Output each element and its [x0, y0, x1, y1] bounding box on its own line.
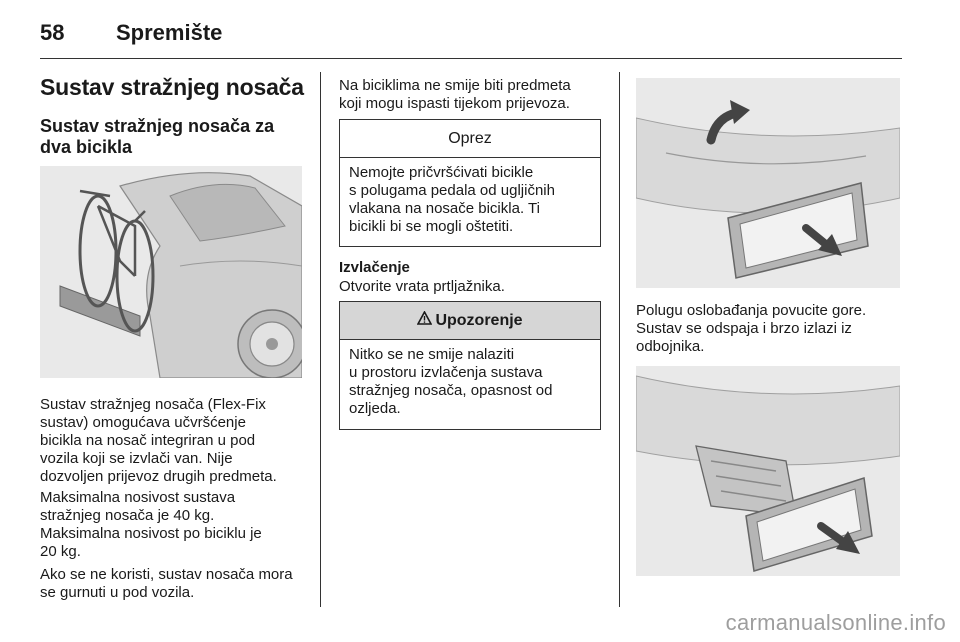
text-line: s polugama pedala od ugljičnih — [349, 182, 555, 199]
text-line: koji mogu ispasti tijekom prijevoza. — [339, 95, 570, 112]
bike-carrier-illustration — [40, 166, 302, 378]
watermark: carmanualsonline.info — [725, 610, 946, 635]
text-line: odbojnika. — [636, 338, 705, 355]
caution-body — [340, 158, 600, 242]
page-number: 58 — [40, 20, 65, 45]
text-line: Nitko se ne smije nalaziti — [349, 346, 515, 363]
text-line: dozvoljen prijevoz drugih predmeta. — [40, 468, 277, 485]
text-line: se gurnuti u pod vozila. — [40, 584, 195, 601]
text-line: bicikli bi se mogli oštetiti. — [349, 218, 514, 235]
warning-icon — [417, 311, 432, 330]
text-line: vlakana na nosače bicikla. Ti — [349, 200, 540, 217]
warning-header — [340, 302, 600, 340]
caution-title: Oprez — [340, 120, 600, 158]
paragraph-stowing — [40, 566, 310, 602]
drawer-extended-illustration — [636, 366, 900, 576]
text-line: Maksimalna nosivost sustava — [40, 489, 236, 506]
release-lever-illustration — [636, 78, 900, 288]
text-line: vozila koji se izvlači van. Nije — [40, 450, 233, 467]
paragraph-load-capacity — [40, 489, 304, 561]
header-rule — [40, 58, 902, 59]
text-line: 20 kg. — [40, 543, 81, 560]
column-divider-left — [320, 72, 321, 607]
text-line: Sustav se odspaja i brzo izlazi iz — [636, 320, 852, 337]
text-line: sustav) omogućava učvršćenje — [40, 414, 246, 431]
pull-out-text: Otvorite vrata prtljažnika. — [339, 278, 505, 295]
chapter-title: Spremište — [116, 20, 223, 45]
text-line: u prostoru izvlačenja sustava — [349, 364, 543, 381]
paragraph-loose-items — [339, 77, 601, 113]
warning-box — [339, 301, 601, 430]
warning-body — [340, 340, 600, 424]
text-line: stražnjeg nosača je 40 kg. — [40, 507, 215, 524]
section-subtitle: Sustav stražnjeg nosača za dva bicikla — [40, 116, 275, 157]
text-line: Polugu oslobađanja povucite gore. — [636, 302, 867, 319]
text-line: Na biciklima ne smije biti predmeta — [339, 77, 571, 94]
warning-title: Upozorenje — [435, 311, 523, 329]
paragraph-flexfix — [40, 396, 304, 486]
text-line: Sustav stražnjeg nosača (Flex-Fix — [40, 396, 266, 413]
section-title: Sustav stražnjeg nosača — [40, 74, 304, 100]
page-header — [40, 18, 920, 58]
text-line: Ako se ne koristi, sustav nosača mora — [40, 566, 293, 583]
paragraph-release-lever — [636, 302, 902, 356]
text-line: Nemojte pričvršćivati bicikle — [349, 164, 534, 181]
text-line: Maksimalna nosivost po biciklu je — [40, 525, 262, 542]
column-divider-right — [619, 72, 620, 607]
caution-box — [339, 119, 601, 247]
text-line: stražnjeg nosača, opasnost od — [349, 382, 553, 399]
text-line: ozljeda. — [349, 400, 401, 417]
text-line: bicikla na nosač integriran u pod — [40, 432, 256, 449]
pull-out-heading: Izvlačenje — [339, 259, 410, 276]
